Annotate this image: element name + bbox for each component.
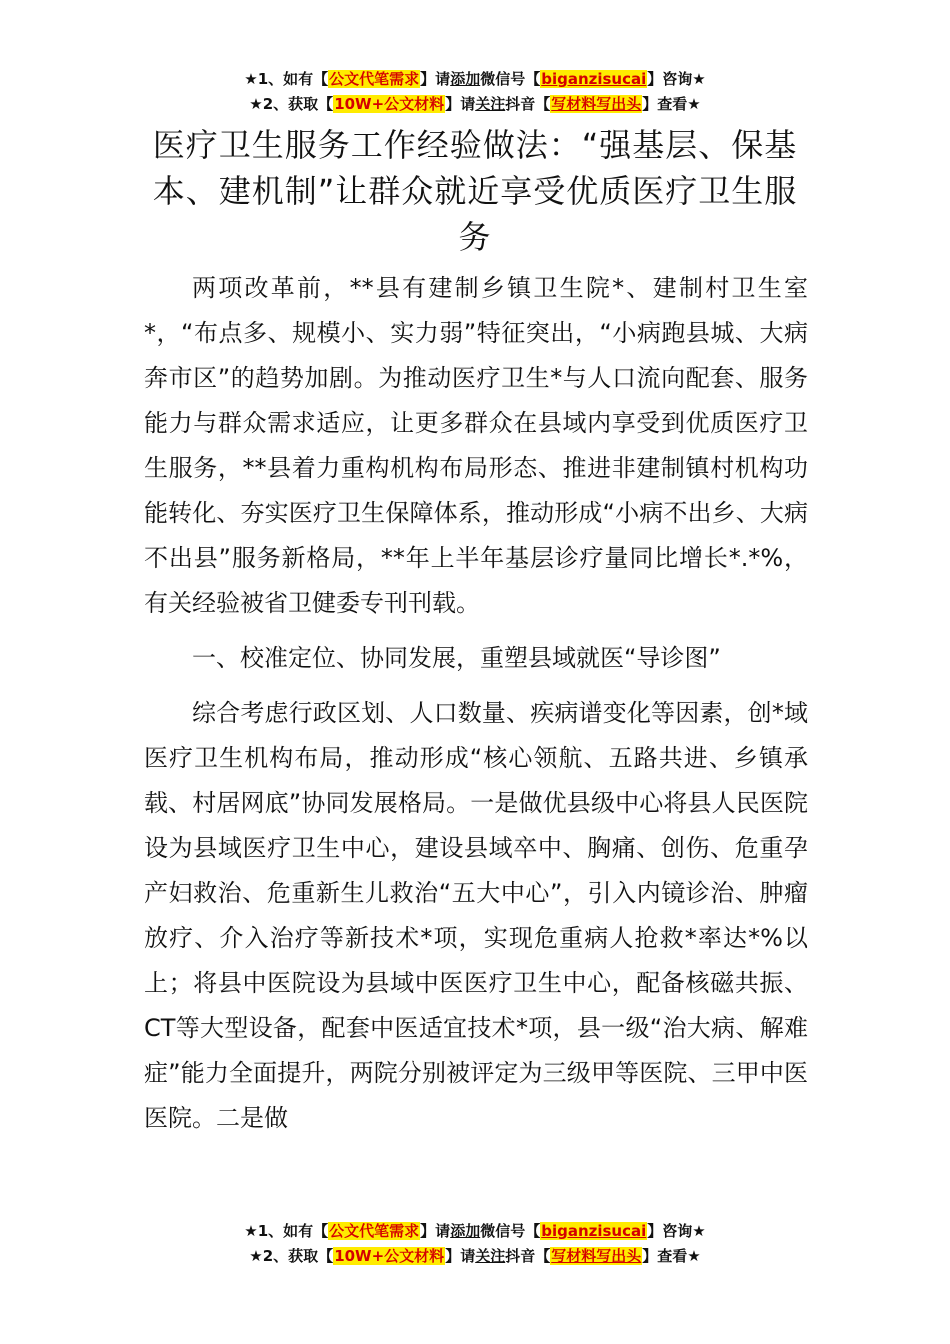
paragraph-intro: 两项改革前，**县有建制乡镇卫生院*、建制村卫生室*，“布点多、规模小、实力弱”特征突出，“小病跑县城、大病奔市区”的趋势加剧。为推动医疗卫生*与人口流向配套、服务能力与群众需求适应，让更多群众在县域内享受到优质医疗卫生服务，**县着力重构机构布局形态、推进非建制镇村机构功能转化、夯实医疗卫生保障体系，推动形成“小病不出乡、大病不出县”服务新格局，**年上半年基层诊疗量同比增长*.*%，有关经验被省卫健委专刊刊载。 [144,274,808,617]
promo-highlight-materials: 10W+公文材料 [334,95,445,113]
promo-text: 】咨询★ [647,70,706,88]
promo-text: ★2、获取【 [249,95,334,113]
promo-text: 】查看★ [642,95,701,113]
promo-line-2 [0,1244,950,1269]
promo-underlined-follow: 关注 [475,1247,506,1265]
promo-text: 】请 [420,1222,451,1240]
paragraph-section-1: 综合考虑行政区划、人口数量、疾病谱变化等因素，创*域医疗卫生机构布局，推动形成“核心领航、五路共进、乡镇承载、村居网底”协同发展格局。一是做优县级中心将县人民医院设为县域医疗卫生中心，建设县域卒中、胸痛、创伤、危重孕产妇救治、危重新生儿救治“五大中心”，引入内镜诊治、肿瘤放疗、介入治疗等新技术*项，实现危重病人抢救*率达*%以上；将县中医院设为县域中医医疗卫生中心，配备核磁共振、CT等大型设备，配套中医适宜技术*项，县一级“治大病、解难症”能力全面提升，两院分别被评定为三级甲等医院、三甲中医医院。二是做 [144,699,808,1132]
promo-underlined-add: 添加 [450,1222,481,1240]
document-title: 医疗卫生服务工作经验做法：“强基层、保基本、建机制”让群众就近享受优质医疗卫生服务 [152,126,798,256]
promo-text: ★1、如有【 [244,70,329,88]
promo-highlight-materials: 10W+公文材料 [334,1247,445,1265]
promo-text: ★2、获取【 [249,1247,334,1265]
promo-underlined-add: 添加 [450,70,481,88]
promo-highlight-service: 公文代笔需求 [329,1222,420,1240]
promo-text: 抖音【 [505,95,551,113]
promo-text: 】查看★ [642,1247,701,1265]
promo-text: 】请 [445,95,476,113]
document-body [144,266,808,1151]
promo-text: 】请 [445,1247,476,1265]
promo-wechat-id[interactable]: biganzisucai [541,1222,647,1240]
promo-line-2 [0,92,950,117]
promo-douyin-account[interactable]: 写材料写出头 [551,95,642,113]
promo-footer [0,1219,950,1269]
promo-line-1 [0,1219,950,1244]
promo-highlight-service: 公文代笔需求 [329,70,420,88]
section-heading-1: 一、校准定位、协同发展，重塑县域就医“导诊图” [192,644,721,672]
promo-underlined-follow: 关注 [475,95,506,113]
promo-text: 抖音【 [505,1247,551,1265]
promo-text: 】咨询★ [647,1222,706,1240]
promo-wechat-id[interactable]: biganzisucai [541,70,647,88]
promo-text: ★1、如有【 [244,1222,329,1240]
promo-header [0,67,950,117]
promo-douyin-account[interactable]: 写材料写出头 [551,1247,642,1265]
promo-line-1 [0,67,950,92]
promo-text: 微信号【 [480,70,541,88]
promo-text: 微信号【 [480,1222,541,1240]
promo-text: 】请 [420,70,451,88]
